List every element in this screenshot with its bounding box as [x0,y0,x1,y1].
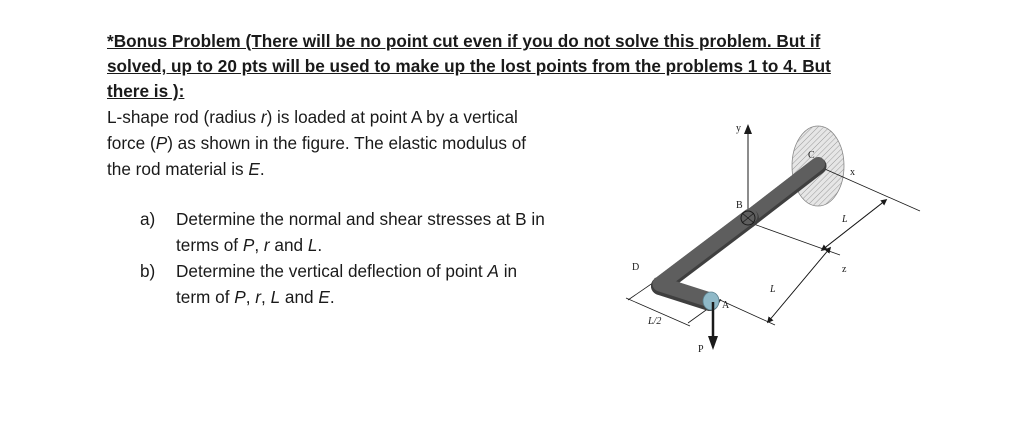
problem-statement [107,104,597,182]
dim-upper-l-arrow-2 [822,200,886,250]
label-p: P [698,344,704,355]
label-z: z [842,264,847,275]
question-b-var-a: A [487,261,499,281]
intro-text-3: force ( [107,133,156,153]
question-b [140,258,610,310]
question-b-var-e: E [318,287,330,307]
dim-lower-l-arrow-2 [768,248,830,322]
header-line-1: *Bonus Problem (There will be no point cut even if you do not solve this problem. But if [107,31,821,51]
label-l-lower: L [770,284,776,295]
rod-end-a [703,292,719,310]
question-b-var-r: r [255,287,262,307]
intro-var-p: P [155,133,168,153]
question-a-text [176,206,610,258]
label-l-upper: L [842,214,848,225]
label-b: B [736,200,743,211]
label-l-half: L/2 [648,316,662,327]
label-d: D [632,262,640,273]
question-a-end: . [317,235,323,255]
question-b-line-1: Determine the vertical deflection of point [176,261,488,281]
label-c: C [808,150,815,161]
force-p-arrowhead [708,336,718,350]
question-a-var-r: r [263,235,270,255]
question-b-marker: b) [140,261,156,281]
question-b-comma-1: , [245,287,256,307]
intro-var-e: E [248,159,260,179]
question-b-end: . [329,287,335,307]
question-b-text [176,258,610,310]
question-a-line-2: terms of [176,235,243,255]
header-line-3: there is ): [107,81,185,101]
question-list [140,206,610,310]
question-b-in: in [498,261,518,281]
rod-segment-db [660,216,750,284]
l-shape-rod-figure [600,100,930,370]
intro-text-1: L-shape rod (radius [107,107,261,127]
question-a-var-l: L [307,235,318,255]
label-y: y [736,123,741,134]
question-b-var-l: L [270,287,281,307]
intro-text-2: ) is loaded at point A by a vertical [266,107,518,127]
header-line-2: solved, up to 20 pts will be used to make up the lost points from the problems 1 to 4. But [107,56,831,76]
intro-text-4: ) as shown in the figure. The elastic modulus of [167,133,527,153]
label-a: A [722,300,730,311]
question-a-var-p: P [242,235,255,255]
question-b-and: and [280,287,319,307]
intro-var-r: r [260,107,267,127]
bonus-problem-header [107,29,907,104]
question-a-line-1: Determine the normal and shear stresses at B in [176,209,545,229]
z-axis [748,222,840,255]
question-a-comma: , [254,235,264,255]
question-b-line-2: term of [176,287,235,307]
y-axis-arrow [744,124,752,134]
intro-text-6: . [259,159,265,179]
question-b-comma-2: , [261,287,271,307]
question-b-var-p: P [234,287,246,307]
question-a-and: and [269,235,308,255]
question-a-marker: a) [140,209,156,229]
intro-text-5: the rod material is [107,159,249,179]
question-a [140,206,610,258]
label-x: x [850,167,855,178]
